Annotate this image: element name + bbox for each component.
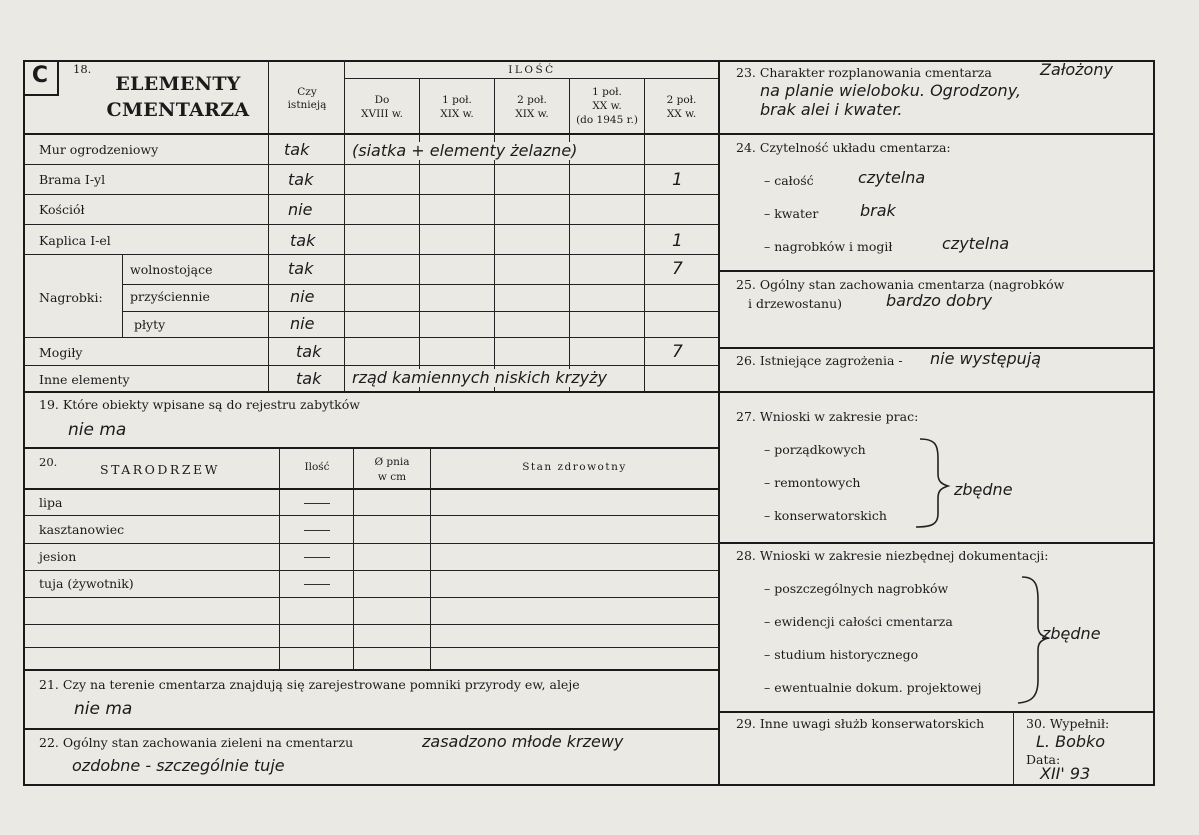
s23-answer-line1: Założony <box>1040 60 1113 79</box>
s22-answer-line2: ozdobne - szczególnie tuje <box>72 756 285 775</box>
s18-ilosc-underline <box>344 78 718 79</box>
s27-brace-icon <box>912 436 952 531</box>
s28-item-projektowej: – ewentualnie dokum. projektowej <box>764 680 982 695</box>
tree-jesion: jesion <box>39 549 77 564</box>
tree-kasztanowiec: kasztanowiec <box>39 522 125 537</box>
tree-lipa: lipa <box>39 495 63 510</box>
s25-question-line1: 25. Ogólny stan zachowania cmentarza (nagrobków <box>736 277 1065 292</box>
s23-question: 23. Charakter rozplanowania cmentarza <box>736 65 992 80</box>
s28-item-nagrobkow: – poszczególnych nagrobków <box>764 581 949 596</box>
s20-col-diam-1: Ø pnia <box>374 456 410 468</box>
s18-vline-exists <box>268 60 269 391</box>
s18-col1-b: XVIII w. <box>361 108 403 120</box>
s30-question: 30. Wypełnił: <box>1026 716 1110 731</box>
s18-vline-3 <box>494 78 495 391</box>
s24-value-kwater: brak <box>860 201 896 220</box>
s18-col-exists-1: Czy <box>297 86 317 98</box>
s22-question: 22. Ogólny stan zachowania zieleni na cmentarzu <box>39 735 354 750</box>
row-wolnostojace-label: wolnostojące <box>130 262 213 277</box>
s20-row-line <box>23 597 719 598</box>
s18-col5-b: XX w. <box>666 108 697 120</box>
s18-ilosc-header: ILOŚĆ <box>508 64 556 76</box>
row-mogily-exists: tak <box>296 342 322 361</box>
nagrobki-divider <box>122 254 123 337</box>
column-divider <box>718 60 720 786</box>
row-brama-label: Brama I-yl <box>39 172 106 187</box>
s18-title-line1: ELEMENTY <box>115 73 241 95</box>
row-mur-label: Mur ogrodzeniowy <box>39 142 159 157</box>
s19-answer: nie ma <box>68 420 127 440</box>
s26-bottom <box>719 391 1155 393</box>
s20-row-line <box>23 570 719 571</box>
s20-number: 20. <box>39 455 58 469</box>
s20-bottom <box>23 669 719 671</box>
row-kaplica-label: Kaplica I-el <box>39 233 111 248</box>
row-brama-exists: tak <box>288 170 314 189</box>
s24-value-nagrobkow: czytelna <box>942 234 1010 253</box>
row-wolnostojace-count: 7 <box>672 259 683 279</box>
s18-col2-b: XIX w. <box>440 108 474 120</box>
s24-value-calosc: czytelna <box>858 168 926 187</box>
row-kaplica-exists: tak <box>290 231 316 250</box>
s19-question: 19. Które obiekty wpisane są do rejestru zabytków <box>39 397 360 412</box>
s27-item-konserwatorskich: – konserwatorskich <box>764 508 887 523</box>
row-przyscienne-exists: nie <box>290 287 315 306</box>
row-mur-note: (siatka + elementy żelazne) <box>352 141 578 160</box>
s28-item-ewidencji: – ewidencji całości cmentarza <box>764 614 953 629</box>
s18-col-exists-2: istnieją <box>287 99 327 111</box>
row-plyty-exists: nie <box>290 314 315 333</box>
s25-question-line2: i drzewostanu) <box>748 296 843 311</box>
row-inne-label: Inne elementy <box>39 372 130 387</box>
s18-col4-a: 1 poł. <box>592 86 622 98</box>
s29-question: 29. Inne uwagi służb konserwatorskich <box>736 716 985 731</box>
s27-item-porzadkowych: – porządkowych <box>764 442 866 457</box>
row-kaplica-count: 1 <box>672 231 683 251</box>
s18-row-line <box>23 164 719 165</box>
s26-answer: nie występują <box>930 349 1042 368</box>
s18-number: 18. <box>73 62 92 76</box>
row-mogily-label: Mogiły <box>39 345 83 360</box>
s20-vline <box>353 449 354 669</box>
s25-answer: bardzo dobry <box>886 291 993 310</box>
s24-bottom <box>719 270 1155 272</box>
s18-vline-5 <box>644 78 645 391</box>
s27-answer: zbędne <box>954 480 1013 499</box>
s18-row-line <box>23 224 719 225</box>
s20-row-line <box>23 543 719 544</box>
tree-kasztanowiec-count-dash <box>304 530 330 531</box>
s24-item-nagrobkow: – nagrobków i mogił <box>764 239 893 254</box>
s18-vline-2 <box>419 78 420 391</box>
nagrobki-label: Nagrobki: <box>39 290 103 305</box>
s30-filled-by: L. Bobko <box>1036 732 1106 751</box>
row-inne-note: rząd kamiennych niskich krzyży <box>352 368 607 387</box>
section-letter-box: C <box>23 60 59 96</box>
s20-col-state: Stan zdrowotny <box>522 461 627 473</box>
tree-jesion-count-dash <box>304 557 330 558</box>
s24-item-calosc: – całość <box>764 173 814 188</box>
s18-row-line <box>122 284 719 285</box>
s20-title: STARODRZEW <box>100 462 220 477</box>
s24-item-kwater: – kwater <box>764 206 819 221</box>
s18-row-line <box>122 311 719 312</box>
s30-date-label: Data: <box>1026 752 1061 767</box>
s18-row-line <box>23 194 719 195</box>
s27-question: 27. Wnioski w zakresie prac: <box>736 409 919 424</box>
s18-col4-b: XX w. <box>592 100 622 112</box>
row-brama-count: 1 <box>672 170 683 190</box>
s20-col-diam-2: w cm <box>377 471 407 483</box>
s23-answer-line2: na planie wieloboku. Ogrodzony, <box>760 81 1021 100</box>
row-inne-exists: tak <box>296 369 322 388</box>
s20-vline <box>279 449 280 669</box>
row-mur-exists: tak <box>284 140 310 159</box>
s18-col3-b: XIX w. <box>515 108 549 120</box>
s18-col3-a: 2 poł. <box>517 94 547 106</box>
s19-bottom <box>23 447 719 449</box>
s18-row-line <box>23 254 719 255</box>
s23-bottom <box>719 133 1155 135</box>
s22-answer-line1: zasadzono młode krzewy <box>422 732 624 751</box>
row-wolnostojace-exists: tak <box>288 259 314 278</box>
row-plyty-label: płyty <box>134 317 166 332</box>
s18-header-bottom <box>23 133 719 135</box>
s21-answer: nie ma <box>74 699 133 719</box>
s18-bottom <box>23 391 719 393</box>
s21-question: 21. Czy na terenie cmentarza znajdują się zarejestrowane pomniki przyrody ew, aleje <box>39 677 580 692</box>
s28-bottom <box>719 711 1155 713</box>
s18-col5-a: 2 poł. <box>666 94 697 106</box>
s29-s30-divider <box>1013 711 1014 785</box>
s20-row-line <box>23 647 719 648</box>
s27-item-remontowych: – remontowych <box>764 475 861 490</box>
s26-question: 26. Istniejące zagrożenia - <box>736 353 903 368</box>
s24-question: 24. Czytelność układu cmentarza: <box>736 140 951 155</box>
tree-tuja: tuja (żywotnik) <box>39 576 134 591</box>
row-kosciol-label: Kościół <box>39 202 85 217</box>
s20-vline <box>430 449 431 669</box>
s18-col4-c: (do 1945 r.) <box>576 114 638 126</box>
s20-header-bottom <box>23 488 719 490</box>
s23-answer-line3: brak alei i kwater. <box>760 100 903 119</box>
s20-row-line <box>23 515 719 516</box>
s27-bottom <box>719 542 1155 544</box>
s28-answer: zbędne <box>1042 624 1101 643</box>
s18-row-line <box>23 337 719 338</box>
s30-date: XII' 93 <box>1040 764 1091 783</box>
row-kosciol-exists: nie <box>288 200 313 219</box>
s18-col2-a: 1 poł. <box>442 94 472 106</box>
s18-row-line <box>23 365 719 366</box>
s18-title-line2: CMENTARZA <box>106 99 250 121</box>
s18-col1-a: Do <box>374 94 390 106</box>
row-przyscienne-label: przyściennie <box>130 289 210 304</box>
s20-col-count: Ilość <box>304 461 330 473</box>
row-mogily-count: 7 <box>672 342 683 362</box>
s21-bottom <box>23 728 719 730</box>
tree-tuja-count-dash <box>304 584 330 585</box>
s28-question: 28. Wnioski w zakresie niezbędnej dokumentacji: <box>736 548 1049 563</box>
s28-item-studium: – studium historycznego <box>764 647 919 662</box>
tree-lipa-count-dash <box>304 503 330 504</box>
s20-row-line <box>23 624 719 625</box>
